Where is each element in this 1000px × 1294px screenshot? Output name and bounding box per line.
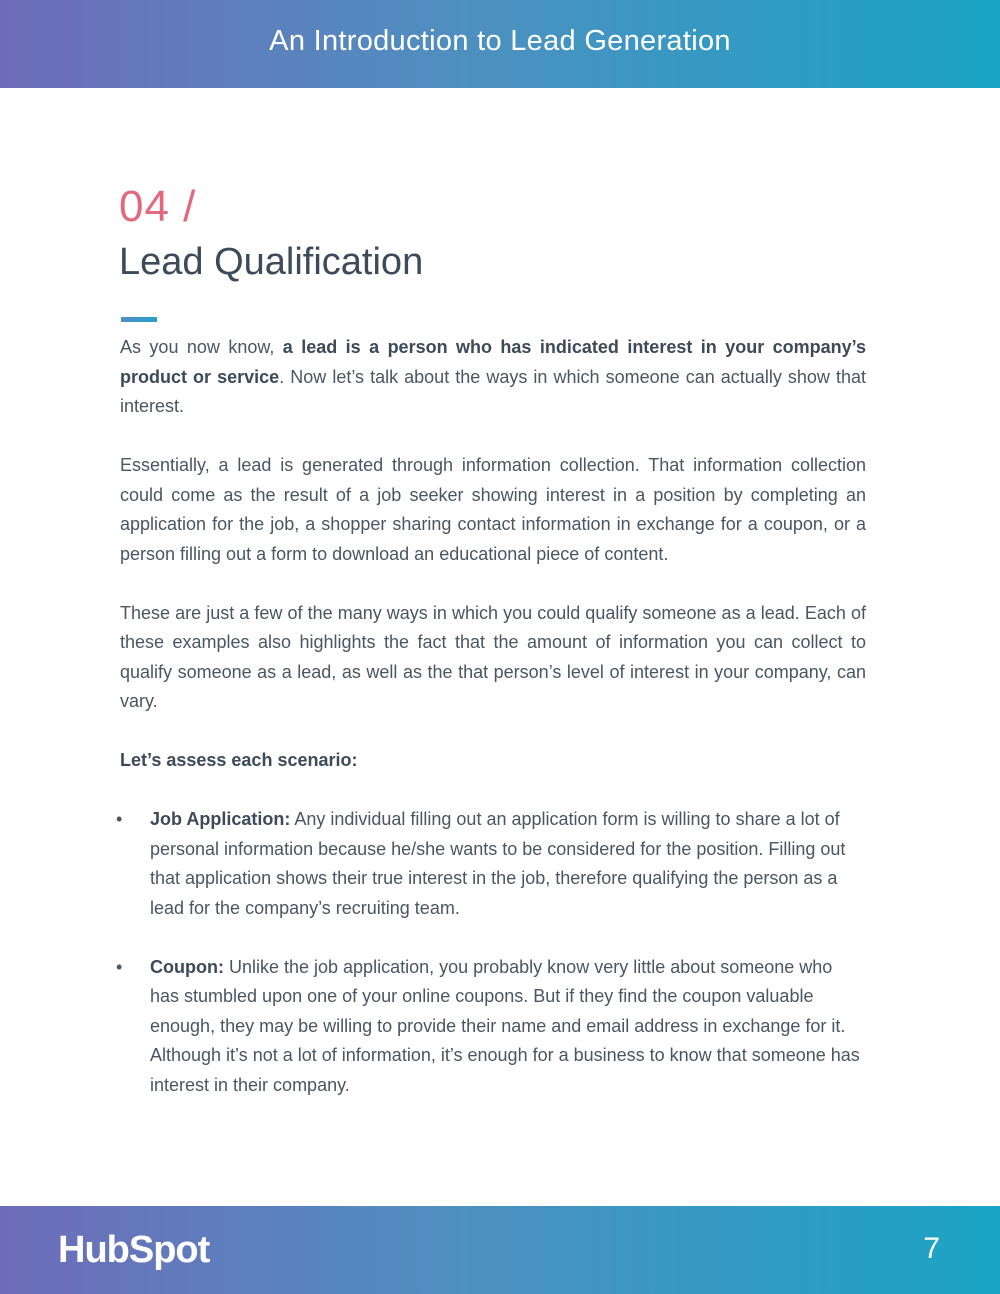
scenario-label: Coupon: xyxy=(150,956,224,977)
list-item xyxy=(116,953,866,1101)
page-number: 7 xyxy=(923,1232,940,1265)
bullet-icon: • xyxy=(116,956,123,977)
scenario-label: Job Application: xyxy=(150,809,291,829)
intro-bold-text: a lead is a person who has indicated interest in your company’s product or service xyxy=(120,337,866,387)
section-number: 04 / xyxy=(119,182,197,231)
scenario-text: Unlike the job application, you probably know very little about someone who has stumbled upon one of your online coupons. But if they find the coupon valuable enough, they may be willing to provide their name and email address in exchange for it. Although it’s not a lot of information, it’s enough for a business to know that someone has interest in their company. xyxy=(150,956,860,1095)
scenario-text: Any individual filling out an application form is willing to share a lot of personal information because he/she wants to be considered for the position. Filling out that application shows their true interest in the job, therefore qualifying the person as a lead for the company’s recruiting team. xyxy=(150,809,846,918)
paragraph-intro xyxy=(120,333,866,422)
logo-wordmark: HubSpot xyxy=(58,1228,210,1271)
list-item xyxy=(116,805,866,923)
accent-divider xyxy=(121,317,157,322)
bullet-icon: • xyxy=(116,809,123,829)
header-bar xyxy=(0,0,1000,88)
hubspot-logo xyxy=(58,1225,209,1275)
intro-text-end: . Now let’s talk about the ways in which someone can actually show that interest. xyxy=(120,366,866,416)
scenario-list xyxy=(116,805,866,1100)
paragraph-examples: These are just a few of the many ways in which you could qualify someone as a lead. Each of these examples also highlights the fact that the amount of information you can collect to qualify someone as a lead, as well as the that person’s level of interest in your company, can vary. xyxy=(120,602,866,711)
intro-text: As you now know, xyxy=(120,337,283,357)
paragraph-collection: Essentially, a lead is generated through information collection. That information collection could come as the result of a job seeker showing interest in a position by completing an application for the job, a shopper sharing contact information in exchange for a coupon, or a person filling out a form to download an educational piece of content. xyxy=(120,455,866,564)
document-title: An Introduction to Lead Generation xyxy=(269,24,731,57)
section-title: Lead Qualification xyxy=(119,241,424,283)
body-content xyxy=(116,333,866,1130)
assess-heading: Let’s assess each scenario: xyxy=(120,750,358,770)
